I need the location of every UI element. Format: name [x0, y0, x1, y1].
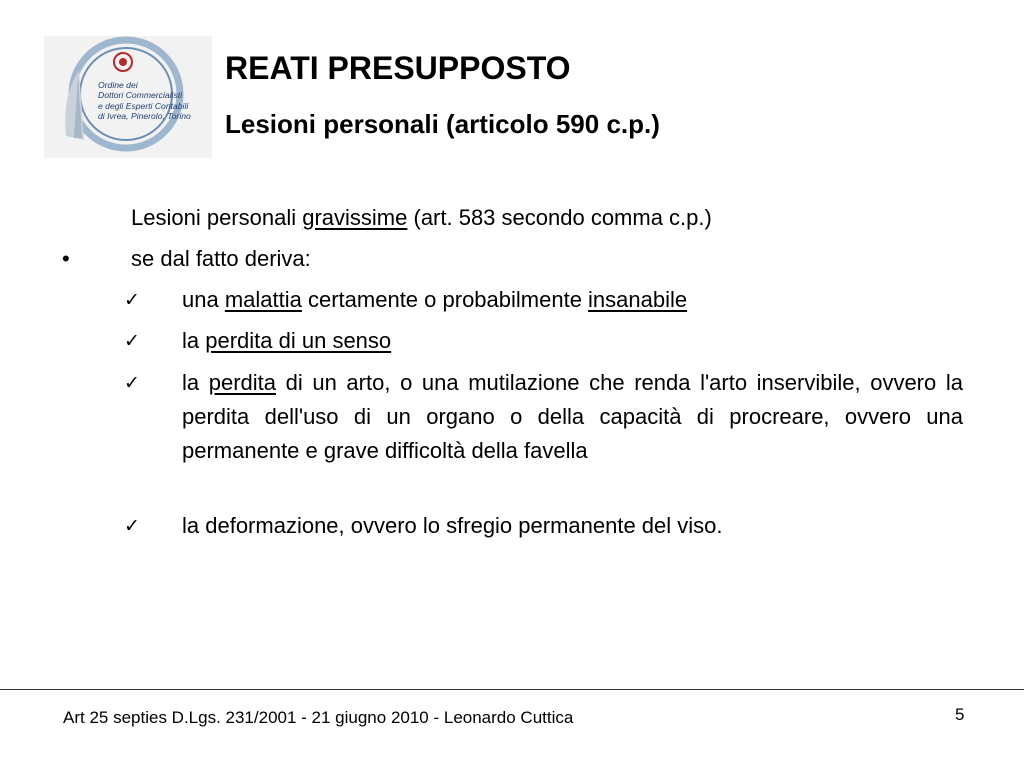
text-segment: una [182, 287, 225, 312]
bullet-icon: • [62, 246, 70, 271]
slide-title: REATI PRESUPPOSTO [225, 50, 571, 86]
logo-line: e degli Esperti Contabili [98, 100, 189, 111]
check-item-text [182, 324, 963, 358]
footer-text: Art 25 septies D.Lgs. 231/2001 - 21 giugno 2010 - Leonardo Cuttica [63, 708, 574, 727]
check-item-text [182, 366, 963, 468]
underlined-term: perdita [208, 370, 277, 395]
underlined-term: perdita di un senso [205, 328, 392, 353]
text-segment: di un arto, o una mutilazione che renda l'arto inservibile, ovvero la perdita dell'uso di un organo o della capacità di procreare, ovvero una permanente e grave difficoltà della favella [182, 370, 963, 463]
footer-divider [0, 689, 1024, 690]
logo-line: Ordine dei [98, 80, 138, 90]
bullet-text: se dal fatto deriva: [131, 246, 311, 271]
logo-text [98, 80, 210, 122]
intro-text: Lesioni personali [131, 205, 303, 230]
text-segment: la [182, 328, 206, 353]
intro-underlined: gravissime [302, 205, 408, 230]
page-number: 5 [955, 705, 965, 724]
check-item-text [182, 283, 963, 317]
check-item-text: la deformazione, ovvero lo sfregio permanente del viso. [182, 513, 723, 538]
logo-line: Dottori Commercialisti [98, 90, 183, 101]
text-segment: la [182, 370, 209, 395]
intro-paragraph [131, 204, 712, 232]
intro-text-rest: (art. 583 secondo comma c.p.) [407, 205, 712, 230]
checkmark-icon: ✓ [124, 289, 140, 311]
checkmark-icon: ✓ [124, 515, 140, 537]
logo-line: di Ivrea, Pinerolo, Torino [98, 111, 191, 122]
underlined-term: insanabile [588, 287, 688, 312]
checkmark-icon: ✓ [124, 372, 140, 394]
checkmark-icon: ✓ [124, 330, 140, 352]
slide-subtitle: Lesioni personali (articolo 590 c.p.) [225, 109, 660, 139]
logo [44, 36, 212, 158]
underlined-term: malattia [224, 287, 302, 312]
text-segment: certamente o probabilmente [301, 287, 589, 312]
